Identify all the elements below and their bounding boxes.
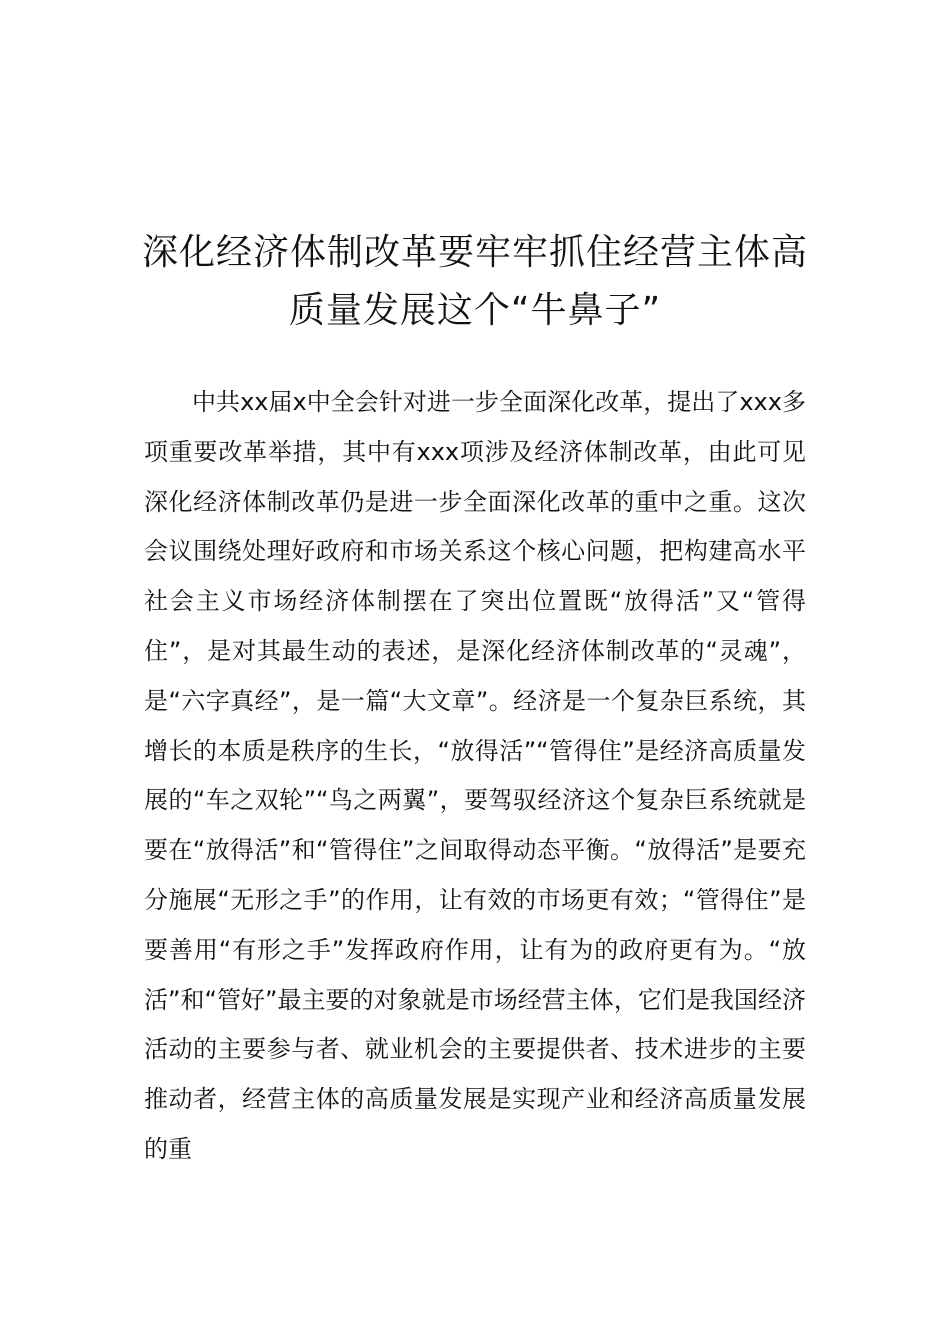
- document-title: [120, 224, 830, 340]
- title-line-1: 深化经济体制改革要牢牢抓住经营主体高: [141, 232, 808, 273]
- body-paragraph: 中共xx届x中全会针对进一步全面深化改革，提出了xxx多项重要改革举措，其中有xxx项涉及经济体制改革，由此可见深化经济体制改革仍是进一步全面深化改革的重中之重。这次会议围绕处理好政府和市场关系这个核心问题，把构建高水平社会主义市场经济体制摆在了突出位置既“放得活”又“管得住”，是对其最生动的表述，是深化经济体制改革的“灵魂”，是“六字真经”，是一篇“大文章”。经济是一个复杂巨系统，其增长的本质是秩序的生长，“放得活”“管得住”是经济高质量发展的“车之双轮”“鸟之两翼”，要驾驭经济这个复杂巨系统就是要在“放得活”和“管得住”之间取得动态平衡。“放得活”是要充分施展“无形之手”的作用，让有效的市场更有效；“管得住”是要善用“有形之手”发挥政府作用，让有为的政府更有为。“放活”和“管好”最主要的对象就是市场经营主体，它们是我国经济活动的主要参与者、就业机会的主要提供者、技术进步的主要推动者，经营主体的高质量发展是实现产业和经济高质量发展的重: [144, 388, 806, 1163]
- title-line-2: 质量发展这个“牛鼻子”: [288, 290, 662, 331]
